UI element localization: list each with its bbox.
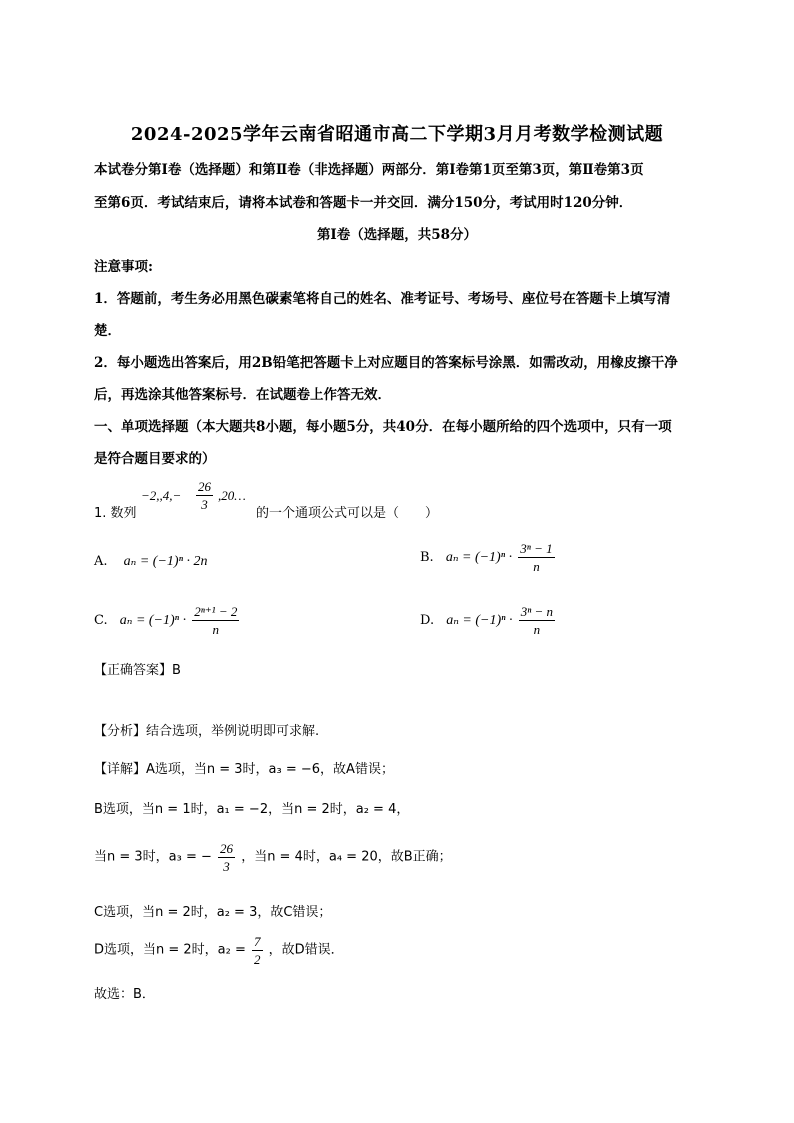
option-d-denominator: n — [533, 622, 541, 637]
notice-2-line-1: 2．每小题选出答案后，用2B铅笔把答题卡上对应题目的答案标号涂黑．如需改动，用橡皮擦干净 — [94, 355, 678, 371]
intro-line-2: 至第6页．考试结束后，请将本试卷和答题卡一并交回．满分150分，考试用时120分钟． — [94, 195, 633, 211]
option-b-numerator: 3ⁿ − 1 — [520, 541, 553, 556]
intro-line-1: 本试卷分第Ⅰ卷（选择题）和第Ⅱ卷（非选择题）两部分．第Ⅰ卷第1页至第3页，第Ⅱ卷第3页 — [94, 162, 644, 178]
detail-line-3-denominator: 3 — [223, 859, 230, 874]
option-a-label: A. — [94, 554, 108, 569]
detail-line-4: C选项，当n = 2时，a₂ = 3，故C错误； — [94, 905, 332, 920]
option-c-lhs: aₙ = (−1)ⁿ · — [119, 613, 187, 628]
detail-line-3-fraction — [218, 840, 235, 875]
option-c[interactable] — [94, 603, 241, 638]
option-d-label: D. — [420, 613, 435, 628]
option-a-formula: aₙ = (−1)ⁿ · 2n — [123, 554, 208, 569]
notice-2-line-2: 后，再选涂其他答案标号．在试题卷上作答无效． — [94, 387, 391, 403]
option-a[interactable] — [94, 553, 207, 570]
sequence-fraction-numerator: 26 — [198, 479, 211, 494]
detail-line-2: B选项，当n = 1时，a₁ = −2，当n = 2时，a₂ = 4， — [94, 802, 410, 817]
detail-line-3 — [94, 840, 704, 880]
detail-line-3-end: ，当n = 4时，a₄ = 20，故B正确； — [241, 849, 452, 865]
sequence-lead: −2,,4,− — [141, 488, 182, 503]
detail-line-3-start: 当n = 3时，a₃ = − — [94, 849, 212, 865]
section-heading-line-2: 是符合题目要求的） — [94, 451, 216, 467]
question-1 — [94, 478, 704, 528]
detail-line-3-numerator: 26 — [220, 841, 234, 856]
part-title: 第Ⅰ卷（选择题，共58分） — [316, 227, 478, 243]
option-d-numerator: 3ⁿ − n — [520, 604, 554, 619]
option-b-lhs: aₙ = (−1)ⁿ · — [445, 550, 513, 565]
conclusion: 故选：B． — [94, 987, 155, 1002]
option-b-denominator: n — [533, 559, 540, 574]
notice-1-line-1: 1．答题前，考生务必用黑色碳素笔将自己的姓名、准考证号、考场号、座位号在答题卡上填写清 — [94, 291, 671, 307]
option-b-fraction — [518, 540, 554, 575]
option-b-label: B. — [420, 550, 434, 565]
notice-heading: 注意事项: — [94, 259, 153, 275]
option-d[interactable] — [420, 603, 557, 638]
option-d-fraction — [519, 603, 555, 638]
analysis: 【分析】结合选项，举例说明即可求解. — [94, 724, 320, 739]
option-c-fraction — [192, 603, 239, 638]
option-c-denominator: n — [212, 622, 220, 637]
notice-1-line-2: 楚． — [94, 323, 121, 339]
correct-answer: 【正确答案】B — [94, 663, 181, 678]
detail-line-5-fraction — [252, 933, 263, 968]
option-d-lhs: aₙ = (−1)ⁿ · — [446, 613, 513, 628]
sequence-fraction — [196, 478, 213, 513]
detail-line-5-numerator: 7 — [254, 934, 261, 949]
detail-line-5-start: D选项，当n = 2时，a₂ = — [94, 942, 251, 958]
sequence-tail: ,20… — [218, 488, 246, 503]
option-c-label: C. — [94, 613, 108, 628]
detail-line-1: 【详解】A选项，当n = 3时，a₃ = −6，故A错误； — [94, 762, 394, 777]
detail-line-5 — [94, 933, 704, 973]
page-title: 2024-2025学年云南省昭通市高二下学期3月月考数学检测试题 — [130, 124, 664, 145]
option-c-numerator: 2ⁿ⁺¹ − 2 — [194, 604, 238, 619]
sequence-fraction-denominator: 3 — [201, 497, 208, 512]
detail-line-5-denominator: 2 — [254, 952, 261, 967]
detail-line-5-end: ，故D错误． — [268, 942, 344, 958]
question-1-prefix: 1. 数列 — [94, 506, 137, 521]
section-heading-line-1: 一、单项选择题（本大题共8小题，每小题5分，共40分．在每小题所给的四个选项中，只有一项 — [94, 419, 672, 435]
question-1-suffix: 的一个通项公式可以是（ ） — [256, 506, 439, 521]
option-b[interactable] — [420, 540, 557, 575]
